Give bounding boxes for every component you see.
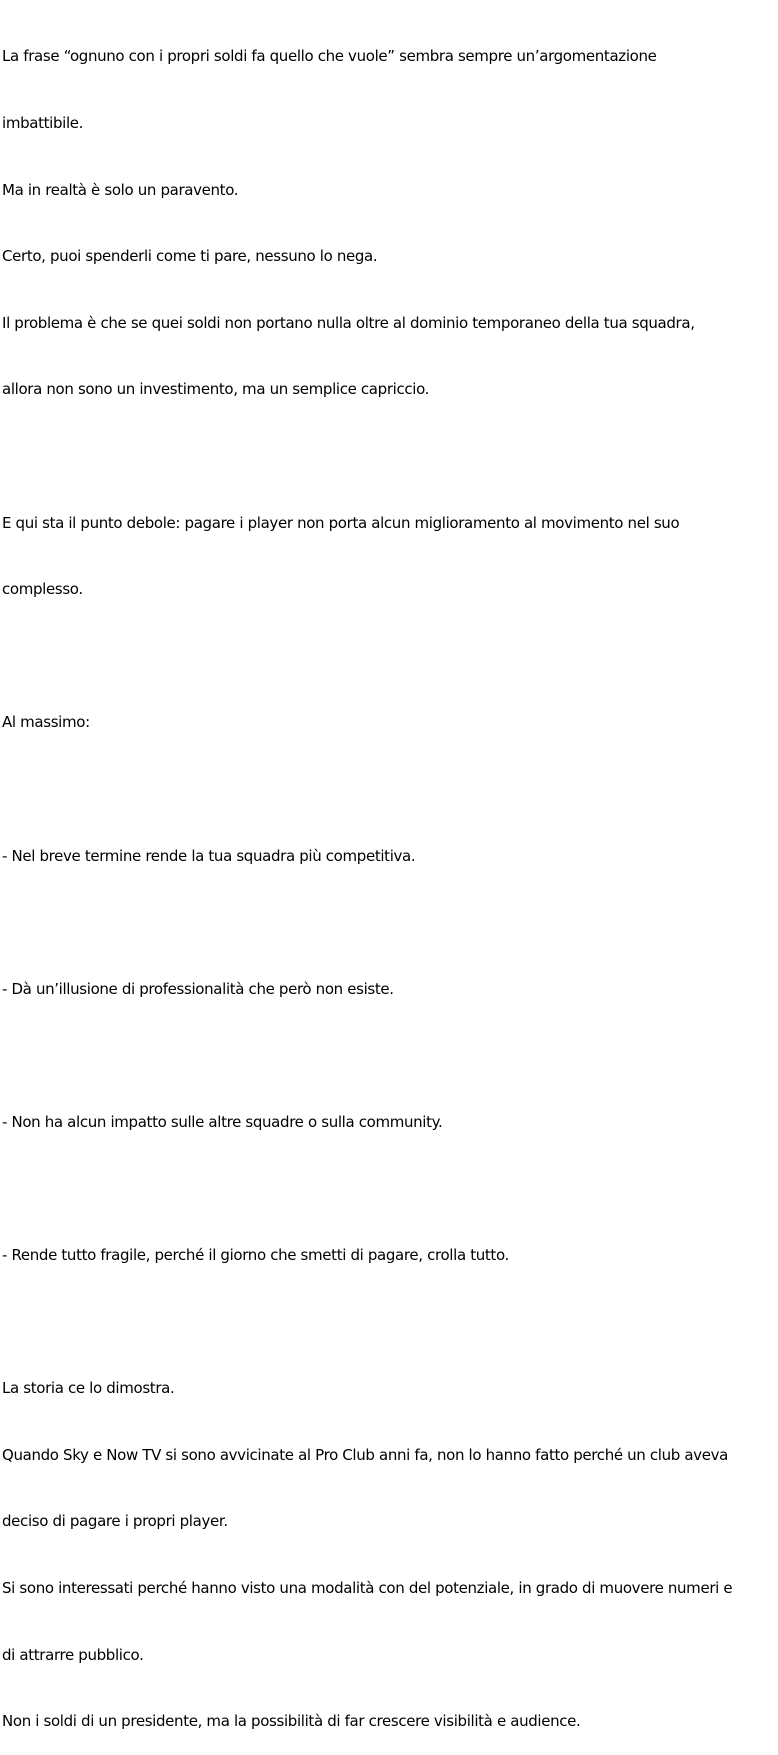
text-line: di attrarre pubblico.: [2, 1645, 144, 1664]
blank-line: [2, 911, 776, 933]
list-item: - Dà un’illusione di professionalità che però non esiste.: [2, 979, 394, 998]
blank-line: [2, 778, 776, 800]
blank-line: [2, 1044, 776, 1066]
text-line: E qui sta il punto debole: pagare i player non porta alcun miglioramento al movimento nel suo: [2, 513, 680, 532]
blank-line: [2, 1178, 776, 1200]
list-item: - Nel breve termine rende la tua squadra più competitiva.: [2, 846, 416, 865]
document-body: [2, 1, 776, 1755]
text-line: Ma in realtà è solo un paravento.: [2, 180, 239, 199]
text-line: Si sono interessati perché hanno visto una modalità con del potenziale, in grado di muovere numeri e: [2, 1579, 733, 1598]
text-line: allora non sono un investimento, ma un semplice capriccio.: [2, 380, 430, 399]
list-item: - Rende tutto fragile, perché il giorno che smetti di pagare, crolla tutto.: [2, 1246, 509, 1265]
text-line: Certo, puoi spenderli come ti pare, nessuno lo nega.: [2, 247, 378, 266]
text-line: Non i soldi di un presidente, ma la possibilità di far crescere visibilità e audience.: [2, 1712, 581, 1731]
text-line: complesso.: [2, 580, 83, 599]
text-line: La storia ce lo dimostra.: [2, 1379, 175, 1398]
list-item: - Non ha alcun impatto sulle altre squadre o sulla community.: [2, 1112, 443, 1131]
blank-line: [2, 645, 776, 667]
blank-line: [2, 445, 776, 467]
text-line: Il problema è che se quei soldi non portano nulla oltre al dominio temporaneo della tua squadra,: [2, 313, 695, 332]
text-line: Quando Sky e Now TV si sono avvicinate al Pro Club anni fa, non lo hanno fatto perché un club aveva: [2, 1445, 728, 1464]
text-line: La frase “ognuno con i propri soldi fa quello che vuole” sembra sempre un’argomentazione: [2, 47, 657, 66]
text-line: deciso di pagare i propri player.: [2, 1512, 228, 1531]
text-line: imbattibile.: [2, 114, 84, 132]
text-line: Al massimo:: [2, 713, 90, 732]
blank-line: [2, 1311, 776, 1333]
